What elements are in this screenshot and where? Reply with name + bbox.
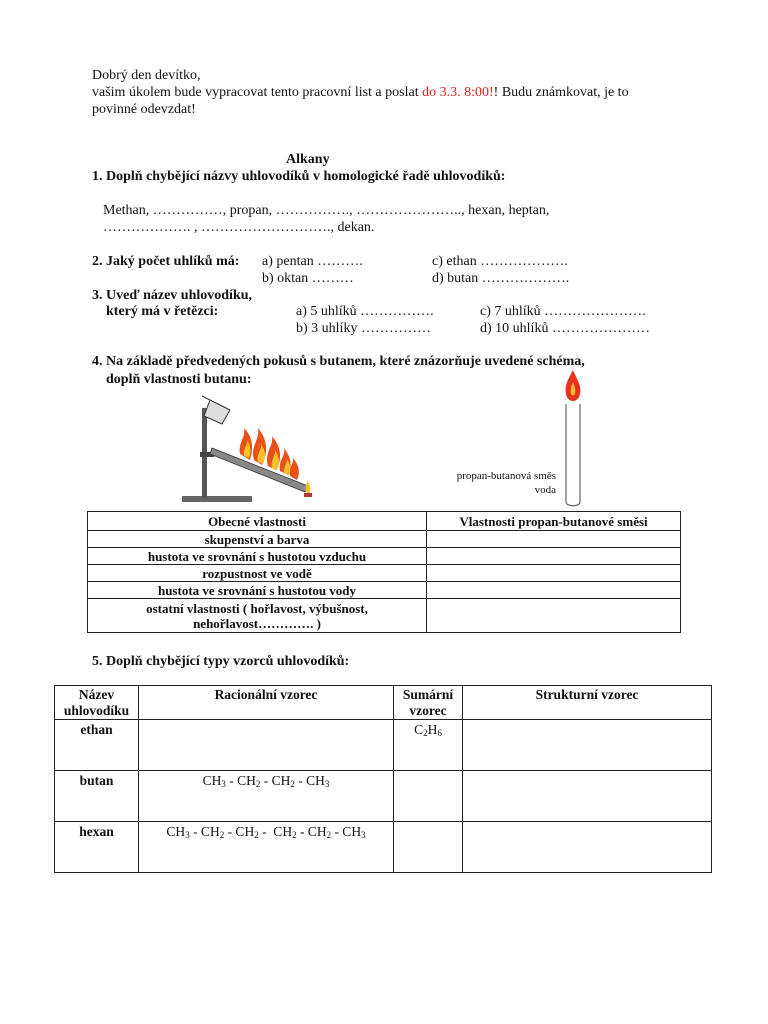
q1-line2: ………………. , ………………………., dekan. — [103, 220, 375, 235]
table-row — [55, 720, 712, 771]
molecular-formula — [394, 720, 463, 771]
alkane-name: ethan — [55, 720, 139, 771]
alkane-name: hexan — [55, 822, 139, 873]
rational-formula: $CH_3 - CH_2 - CH_2 - CH_3$ — [139, 771, 394, 822]
answer-cell[interactable] — [427, 599, 681, 633]
answer-cell[interactable] — [427, 582, 681, 599]
table-row — [55, 822, 712, 873]
column-header-sum-line2: vzorec — [409, 703, 447, 718]
q5-heading: 5. Doplň chybějící typy vzorců uhlovodíků: — [92, 654, 350, 669]
table-row — [88, 531, 681, 548]
rational-formula: $CH_3 - CH_2 - CH_2 - CH_2 - CH_2 - CH_3$ — [139, 822, 394, 873]
greeting-text: vašim úkolem bude vypracovat tento pracovní list a poslat — [92, 85, 423, 100]
property-label: hustota ve srovnání s hustotou vzduchu — [88, 548, 427, 565]
formula-element: C — [414, 722, 424, 737]
property-label-other — [88, 599, 427, 633]
table-row — [55, 771, 712, 822]
q2-b: b) oktan ……… — [262, 271, 354, 286]
property-label-other-line2: nehořlavost…………. ) — [193, 615, 321, 631]
answer-cell[interactable] — [463, 720, 712, 771]
answer-cell[interactable] — [427, 548, 681, 565]
greeting-text-end: ! Budu známkovat, je to — [493, 85, 629, 100]
greeting-line1: Dobrý den devítko, — [92, 68, 201, 83]
page-title: Alkany — [286, 152, 330, 167]
answer-cell[interactable] — [394, 822, 463, 873]
answer-cell[interactable] — [463, 822, 712, 873]
alkane-name: butan — [55, 771, 139, 822]
column-header-name — [55, 686, 139, 720]
answer-cell[interactable] — [463, 771, 712, 822]
column-header-sum-line1: Sumární — [402, 687, 454, 702]
table-header-row — [55, 686, 712, 720]
greeting-line3: povinné odevzdat! — [92, 102, 196, 117]
column-header-name-line2: uhlovodíku — [63, 703, 130, 718]
q2-a: a) pentan ………. — [262, 254, 363, 269]
q3-heading-2: který má v řetězci: — [106, 304, 219, 319]
property-label: hustota ve srovnání s hustotou vody — [88, 582, 427, 599]
q2-c: c) ethan ………………. — [432, 254, 568, 269]
formula-subscript: 2 — [423, 728, 428, 738]
q1-line1: Methan, ……………, propan, ……………., ………………….., hexan, heptan, — [103, 203, 550, 218]
table-row — [88, 599, 681, 633]
q3-a: a) 5 uhlíků ……………. — [296, 304, 434, 319]
q3-heading-1: 3. Uveď název uhlovodíku, — [92, 288, 253, 303]
table-header-row — [88, 512, 681, 531]
q4-heading-1: 4. Na základě předvedených pokusů s butanem, které znázorňuje uvedené schéma, — [92, 354, 585, 369]
formulas-table — [54, 685, 712, 873]
column-header-rational: Racionální vzorec — [139, 686, 394, 720]
q2-heading: 2. Jaký počet uhlíků má: — [92, 254, 240, 269]
column-header-structural: Strukturní vzorec — [463, 686, 712, 720]
answer-cell[interactable] — [139, 720, 394, 771]
column-header-general: Obecné vlastnosti — [88, 512, 427, 531]
greeting-line2 — [92, 85, 629, 101]
test-tube-icon — [558, 366, 588, 510]
formula-element: H — [427, 722, 438, 737]
figure-label-mixture: propan-butanová směs — [456, 470, 556, 482]
property-label-other-line1: ostatní vlastnosti ( hořlavost, výbušnost, — [146, 600, 368, 616]
q3-d: d) 10 uhlíků ………………… — [480, 321, 650, 336]
table-row — [88, 582, 681, 599]
answer-cell[interactable] — [427, 531, 681, 548]
answer-cell[interactable] — [394, 771, 463, 822]
table-row — [88, 565, 681, 582]
q4-heading-2: doplň vlastnosti butanu: — [106, 372, 252, 387]
column-header-name-line1: Název — [78, 687, 115, 702]
q3-b: b) 3 uhlíky …………… — [296, 321, 431, 336]
butane-experiment-illustration — [180, 390, 315, 506]
figure-label-water: voda — [534, 484, 556, 496]
property-label: skupenství a barva — [88, 531, 427, 548]
q1-heading: 1. Doplň chybějící názvy uhlovodíků v homologické řadě uhlovodíků: — [92, 169, 506, 184]
deadline: do 3.3. 8:00! — [422, 85, 494, 100]
formula-subscript: 6 — [437, 728, 442, 738]
column-header-sum — [394, 686, 463, 720]
answer-cell[interactable] — [427, 565, 681, 582]
property-label: rozpustnost ve vodě — [88, 565, 427, 582]
properties-table — [87, 511, 681, 633]
q2-d: d) butan ………………. — [432, 271, 570, 286]
column-header-mixture: Vlastnosti propan-butanové směsi — [427, 512, 681, 531]
q3-c: c) 7 uhlíků …………………. — [480, 304, 646, 319]
table-row — [88, 548, 681, 565]
